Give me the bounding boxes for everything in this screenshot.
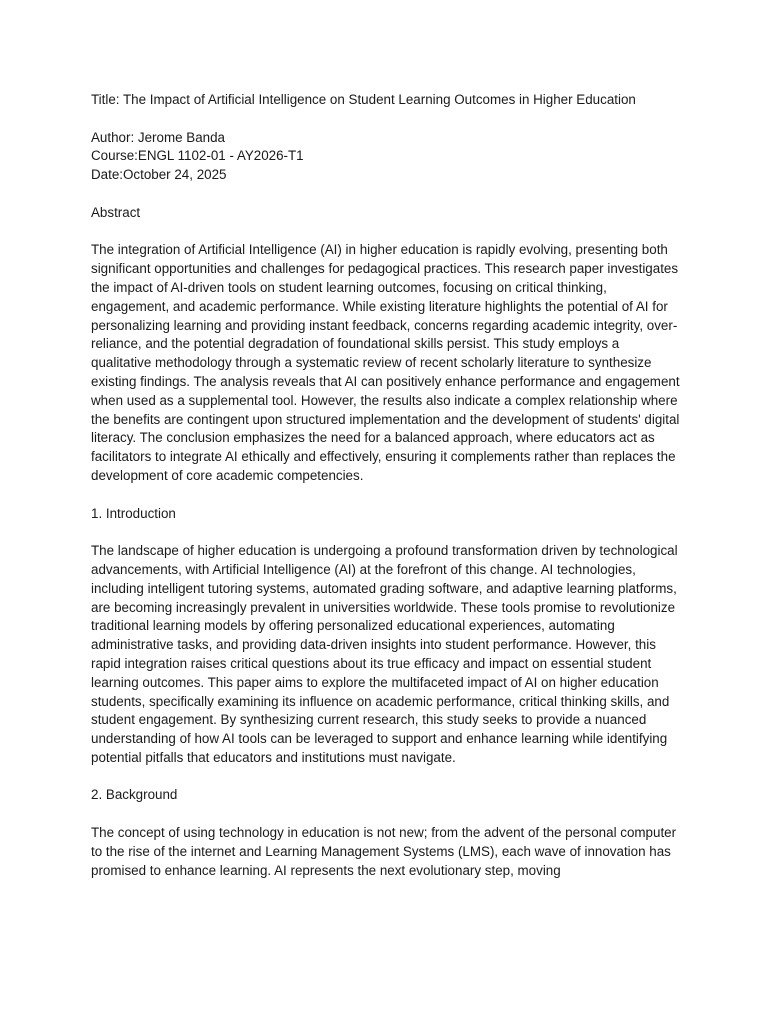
abstract-heading: Abstract — [91, 204, 141, 220]
spacer — [91, 185, 681, 204]
introduction-heading: 1. Introduction — [91, 505, 176, 521]
spacer — [91, 110, 681, 129]
abstract-paragraph: The integration of Artificial Intelligence (AI) in higher education is rapidly evolving, presenting both significant opportunities and challenges for pedagogical practices. This research paper investigates the impact of AI-driven tools on student learning outcomes, focusing on critical thinking, engagement, and academic performance. While existing literature highlights the potential of AI for personalizing learning and providing instant feedback, concerns regarding academic integrity, over-reliance, and the potential degradation of foundational skills persist. This study employs a qualitative methodology through a systematic review of recent scholarly literature to synthesize existing findings. The analysis reveals that AI can positively enhance performance and engagement when used as a supplemental tool. However, the results also indicate a complex relationship where the benefits are contingent upon structured implementation and the development of students' digital literacy. The conclusion emphasizes the need for a balanced approach, where educators act as facilitators to integrate AI ethically and effectively, ensuring it complements rather than replaces the development of core academic competencies. — [91, 242, 680, 483]
document-title: Title: The Impact of Artificial Intelligence on Student Learning Outcomes in Higher Education — [91, 92, 636, 107]
background-heading: 2. Background — [91, 787, 178, 803]
spacer — [91, 523, 681, 542]
spacer — [91, 805, 681, 824]
course-line: Course:ENGL 1102-01 - AY2026-T1 — [91, 148, 304, 164]
spacer — [91, 768, 681, 787]
author-line: Author: Jerome Banda — [91, 129, 225, 145]
document-page — [91, 91, 681, 880]
introduction-paragraph: The landscape of higher education is undergoing a profound transformation driven by technological advancements, with Artificial Intelligence (AI) at the forefront of this change. AI technologies, including intelligent tutoring systems, automated grading software, and adaptive learning platforms, are becoming increasingly prevalent in universities worldwide. These tools promise to revolutionize traditional learning models by offering personalized educational experiences, automating administrative tasks, and providing data-driven insights into student performance. However, this rapid integration raises critical questions about its true efficacy and impact on essential student learning outcomes. This paper aims to explore the multifaceted impact of AI on higher education students, specifically examining its influence on academic performance, critical thinking skills, and student engagement. By synthesizing current research, this study seeks to provide a nuanced understanding of how AI tools can be leveraged to support and enhance learning while identifying potential pitfalls that educators and institutions must navigate. — [91, 543, 678, 765]
spacer — [91, 223, 681, 242]
background-paragraph: The concept of using technology in education is not new; from the advent of the personal computer to the rise of the internet and Learning Management Systems (LMS), each wave of innovation has promised to enhance learning. AI represents the next evolutionary step, moving — [91, 825, 677, 878]
date-line: Date:October 24, 2025 — [91, 167, 227, 183]
spacer — [91, 486, 681, 505]
